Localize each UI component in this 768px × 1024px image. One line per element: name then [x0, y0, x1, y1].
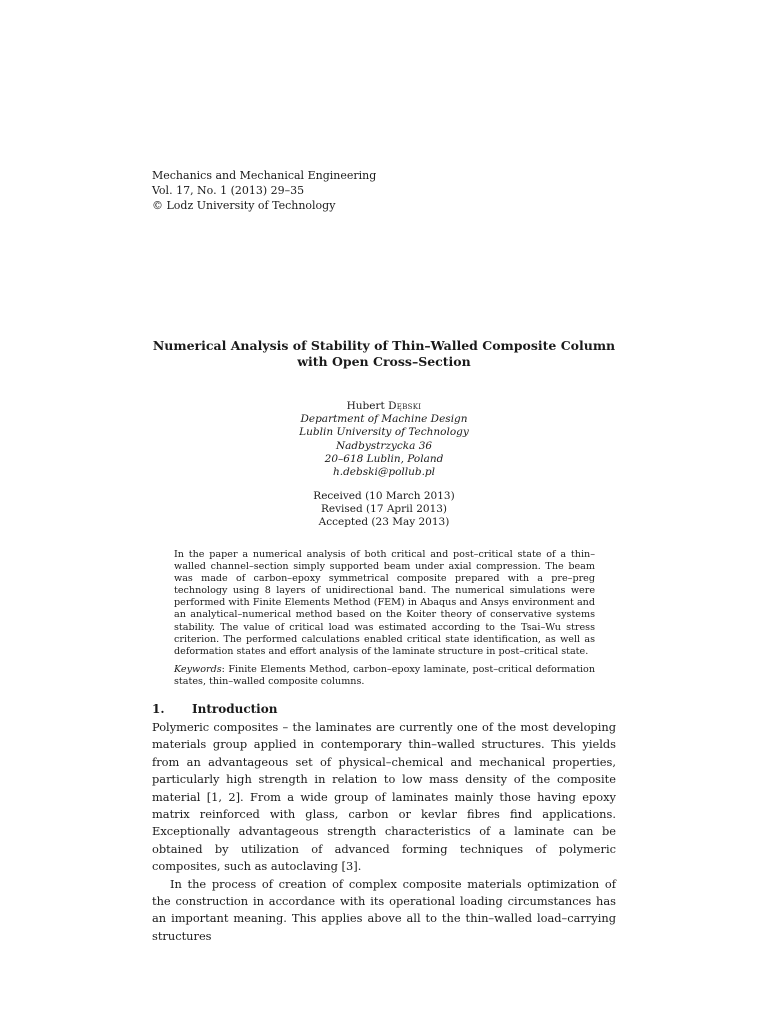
section-title: Introduction	[192, 702, 278, 716]
date-revised: Revised (17 April 2013)	[320, 503, 448, 515]
journal-volume: Vol. 17, No. 1 (2013) 29–35	[152, 184, 305, 197]
journal-copyright: © Lodz University of Technology	[152, 199, 336, 212]
journal-header	[152, 168, 376, 213]
paper-title	[120, 338, 648, 369]
keywords	[174, 664, 595, 688]
section-heading	[152, 701, 277, 717]
submission-dates	[234, 490, 534, 529]
author-department: Department of Machine Design	[300, 413, 468, 426]
paper-title-line-1: Numerical Analysis of Stability of Thin–Walled Composite Column	[152, 338, 616, 353]
author-street: Nadbystrzycka 36	[335, 439, 433, 452]
keywords-label: Keywords	[174, 663, 222, 675]
abstract-text: In the paper a numerical analysis of both critical and post–critical state of a thin–walled channel–section simply supported beam under axial compression. The beam was made of carbon–epoxy symmetrical composite prepared with a pre–preg technology using 8 layers of unidirectional band. The numerical simulations were performed with Finite Elements Method (FEM) in Abaqus and Ansys environment and an analytical–numerical method based on the Koiter theory of conservative systems stability. The value of critical load was estimated according to the Tsai–Wu stress criterion. The performed calculations enabled critical state identification, as well as deformation states and effort analysis of the laminate structure in post–critical state.	[174, 549, 595, 657]
body-paragraph-2: In the process of creation of complex composite materials optimization of the construction in accordance with its operational loading circumstances has an important meaning. This applies above all to the thin–walled load–carrying structures	[152, 876, 616, 943]
date-received: Received (10 March 2013)	[313, 490, 455, 502]
body-text	[152, 719, 616, 945]
section-number: 1.	[152, 702, 165, 716]
author-name	[234, 400, 534, 413]
date-accepted: Accepted (23 May 2013)	[318, 516, 450, 528]
author-email: h.debski@pollub.pl	[332, 466, 436, 479]
author-last-name: Dębski	[388, 400, 422, 412]
journal-name: Mechanics and Mechanical Engineering	[152, 169, 377, 182]
author-university: Lublin University of Technology	[299, 426, 469, 439]
author-first-name: Hubert	[346, 400, 385, 412]
author-block	[234, 400, 534, 479]
body-paragraph-1: Polymeric composites – the laminates are currently one of the most developing materials group applied in contemporary thin–walled structures. This yields from an advantageous set of physical–chemical and mechanical properties, particularly high strength in relation to low mass density of the composite material [1, 2]. From a wide group of laminates mainly those having epoxy matrix reinforced with glass, carbon or kevlar fibres find applications. Exceptionally advantageous strength characteristics of a laminate can be obtained by utilization of advanced forming techniques of polymeric composites, such as autoclaving [3].	[152, 720, 616, 874]
keywords-text: : Finite Elements Method, carbon–epoxy laminate, post–critical deformation states, thin–walled composite columns.	[174, 663, 595, 687]
author-city: 20–618 Lublin, Poland	[324, 452, 444, 465]
abstract	[174, 549, 595, 688]
paper-title-line-2: with Open Cross–Section	[297, 353, 471, 369]
